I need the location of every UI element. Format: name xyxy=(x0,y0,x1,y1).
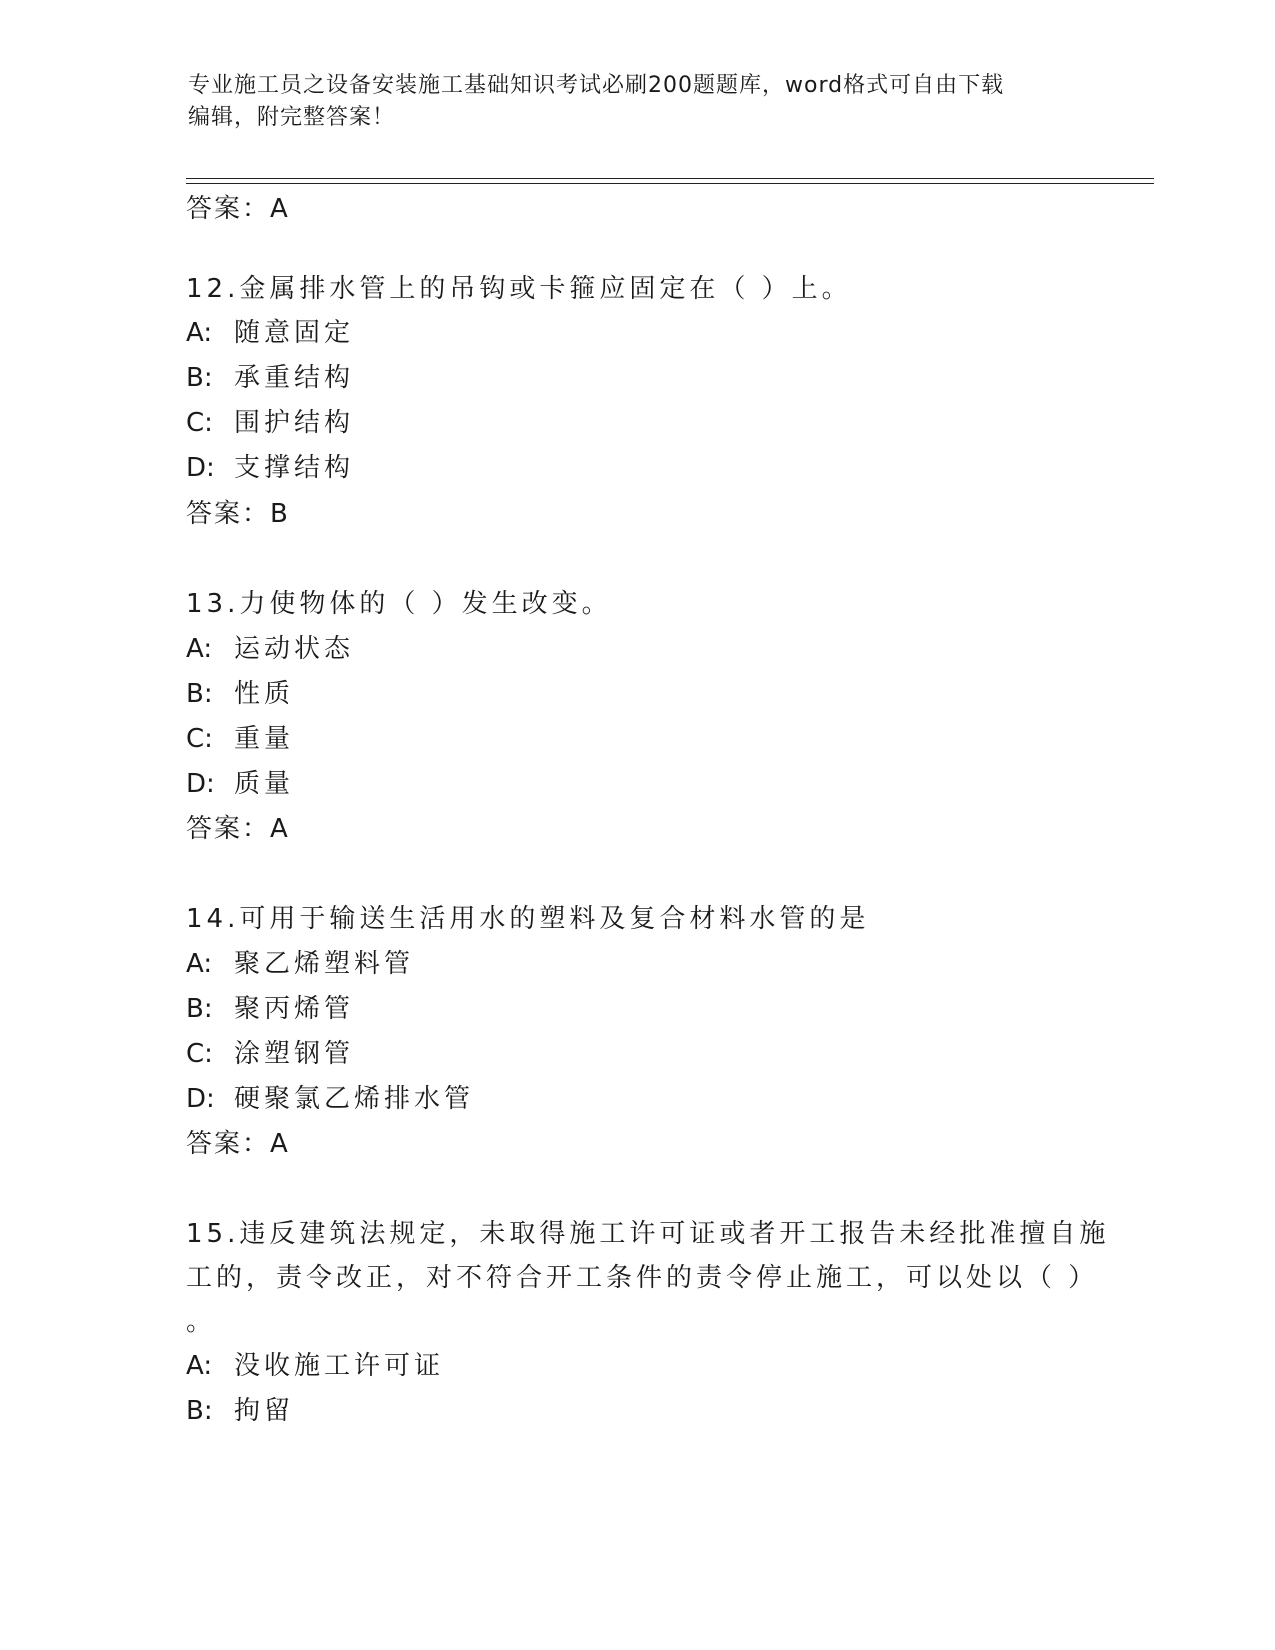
option-text: 硬聚氯乙烯排水管 xyxy=(234,1084,475,1114)
question-12-stem: 12.金属排水管上的吊钩或卡箍应固定在（ ）上。 xyxy=(186,274,852,304)
question-13-option-a xyxy=(186,632,354,666)
document-header xyxy=(188,70,1068,134)
question-12-option-c xyxy=(186,406,354,440)
option-text: 涂塑钢管 xyxy=(234,1039,355,1069)
option-text: 承重结构 xyxy=(234,363,355,393)
header-rule-top xyxy=(186,178,1154,179)
option-text: 没收施工许可证 xyxy=(234,1351,445,1381)
option-text: 质量 xyxy=(234,769,295,799)
option-key: A: xyxy=(186,318,213,348)
option-text: 拘留 xyxy=(234,1396,295,1426)
option-key: B: xyxy=(186,679,213,709)
question-12-option-d xyxy=(186,451,354,485)
option-text: 聚丙烯管 xyxy=(234,994,355,1024)
header-rule-bottom xyxy=(186,183,1154,184)
option-text: 性质 xyxy=(234,679,295,709)
option-key: C: xyxy=(186,1039,213,1069)
question-14-option-b xyxy=(186,992,354,1026)
header-line-2: 编辑，附完整答案！ xyxy=(188,105,396,130)
question-13-answer: 答案：A xyxy=(186,814,290,844)
option-key: A: xyxy=(186,1351,213,1381)
option-text: 支撑结构 xyxy=(234,453,355,483)
option-key: A: xyxy=(186,949,213,979)
option-key: A: xyxy=(186,634,213,664)
option-key: C: xyxy=(186,408,213,438)
question-15-option-a xyxy=(186,1349,444,1383)
header-line-1: 专业施工员之设备安装施工基础知识考试必刷200题题库，word格式可自由下载 xyxy=(188,73,1005,98)
option-key: C: xyxy=(186,724,213,754)
option-key: B: xyxy=(186,363,213,393)
option-text: 围护结构 xyxy=(234,408,355,438)
question-14-answer: 答案：A xyxy=(186,1129,290,1159)
option-key: B: xyxy=(186,1396,213,1426)
question-13-option-c xyxy=(186,722,294,756)
question-12-answer: 答案：B xyxy=(186,499,290,529)
question-12-option-a xyxy=(186,316,354,350)
question-14-stem: 14.可用于输送生活用水的塑料及复合材料水管的是 xyxy=(186,904,870,934)
question-15-stem-line-3: 。 xyxy=(186,1307,217,1337)
question-13-stem: 13.力使物体的（ ）发生改变。 xyxy=(186,589,612,619)
question-13-option-d xyxy=(186,767,294,801)
answer-previous: 答案：A xyxy=(186,194,290,224)
option-text: 聚乙烯塑料管 xyxy=(234,949,415,979)
option-key: B: xyxy=(186,994,213,1024)
option-key: D: xyxy=(186,453,215,483)
option-key: D: xyxy=(186,1084,215,1114)
question-15-option-b xyxy=(186,1394,294,1428)
option-text: 重量 xyxy=(234,724,295,754)
option-text: 运动状态 xyxy=(234,634,355,664)
option-text: 随意固定 xyxy=(234,318,355,348)
question-15-stem-line-1: 15.违反建筑法规定，未取得施工许可证或者开工报告未经批准擅自施 xyxy=(186,1219,1110,1249)
question-13-option-b xyxy=(186,677,294,711)
question-15-stem-line-2: 工的，责令改正，对不符合开工条件的责令停止施工，可以处以（ ） xyxy=(186,1263,1099,1293)
question-14-option-c xyxy=(186,1037,354,1071)
question-14-option-d xyxy=(186,1082,474,1116)
question-14-option-a xyxy=(186,947,414,981)
option-key: D: xyxy=(186,769,215,799)
question-12-option-b xyxy=(186,361,354,395)
